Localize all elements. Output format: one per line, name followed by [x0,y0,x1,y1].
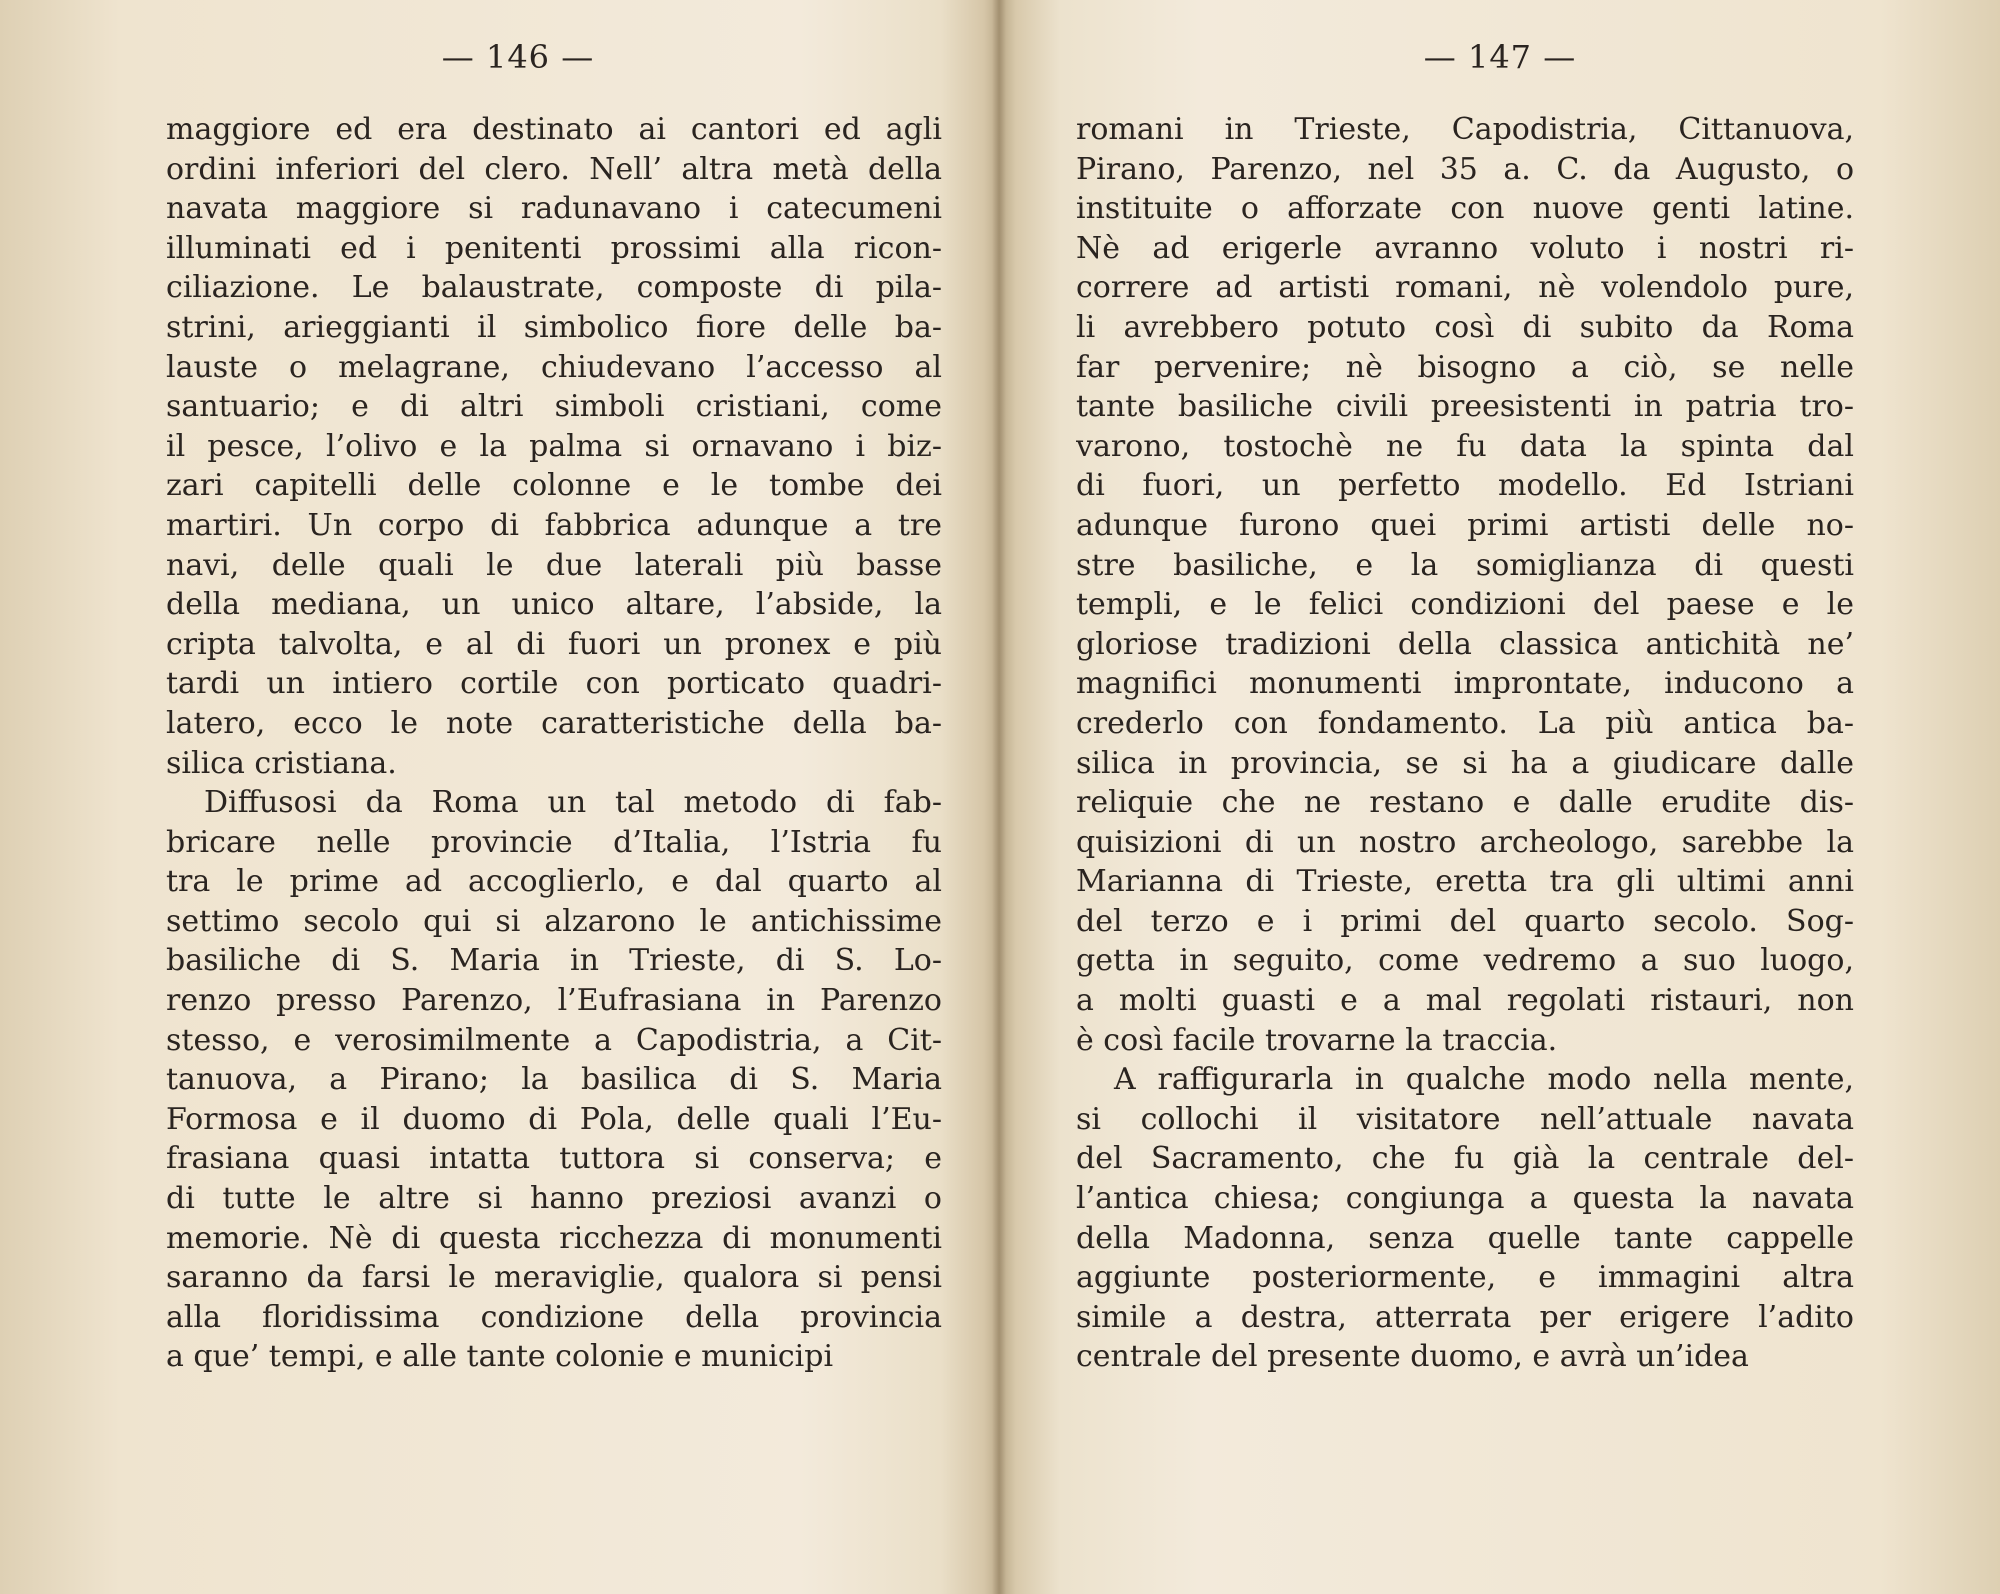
text-line: martiri. Un corpo di fabbrica adunque a tre [166,507,942,543]
text-line: bricare nelle provincie d’Italia, l’Istria fu [166,824,942,860]
text-line: della Madonna, senza quelle tante cappelle [1076,1220,1854,1256]
text-line: tra le prime ad accoglierlo, e dal quarto al [166,864,942,900]
text-line: stre basiliche, e la somiglianza di questi [1076,547,1854,583]
text-line: crederlo con fondamento. La più antica ba- [1076,705,1854,741]
text-line: santuario; e di altri simboli cristiani, come [166,389,942,425]
left-page [0,0,996,1594]
text-line: il pesce, l’olivo e la palma si ornavano i biz- [166,428,942,464]
text-line: Diffusosi da Roma un tal metodo di fab- [204,785,942,821]
text-line: centrale del presente duomo, e avrà un’idea [1076,1339,1749,1375]
text-line: Pirano, Parenzo, nel 35 a. C. da Augusto, o [1076,151,1854,187]
text-line: Formosa e il duomo di Pola, delle quali l’Eu- [166,1101,942,1137]
text-line: tardi un intiero cortile con porticato quadri- [166,666,942,702]
text-line: ciliazione. Le balaustrate, composte di pila- [166,270,942,306]
text-line: strini, arieggianti il simbolico fiore delle ba- [166,309,942,345]
text-line: templi, e le felici condizioni del paese e le [1076,587,1854,623]
text-line: settimo secolo qui si alzarono le antichissime [166,903,942,939]
text-line: romani in Trieste, Capodistria, Cittanuova, [1076,112,1854,147]
text-line: simile a destra, atterrata per erigere l’adito [1076,1299,1854,1335]
text-line: si collochi il visitatore nell’attuale navata [1076,1101,1854,1137]
text-line: quisizioni di un nostro archeologo, sarebbe la [1076,824,1854,860]
text-line: ordini inferiori del clero. Nell’ altra metà della [166,151,942,187]
text-line: a que’ tempi, e alle tante colonie e municipi [166,1339,834,1375]
text-line: memorie. Nè di questa ricchezza di monumenti [166,1220,942,1256]
text-line: reliquie che ne restano e dalle erudite dis- [1076,785,1854,821]
text-line: maggiore ed era destinato ai cantori ed agli [166,112,942,147]
text-line: saranno da farsi le meraviglie, qualora si pensi [166,1260,942,1296]
text-line: magnifici monumenti improntate, inducono a [1076,666,1854,702]
text-line: silica cristiana. [166,745,397,781]
text-line: tante basiliche civili preesistenti in patria tro- [1076,389,1854,425]
text-line: renzo presso Parenzo, l’Eufrasiana in Parenzo [166,983,942,1019]
text-line: illuminati ed i penitenti prossimi alla ricon- [166,230,942,266]
text-line: getta in seguito, come vedremo a suo luogo, [1076,943,1854,979]
right-page-number: — 147 — [1423,38,1577,76]
text-line: frasiana quasi intatta tuttora si conserva; e [166,1141,942,1177]
left-page-number: — 146 — [441,38,595,76]
text-line: adunque furono quei primi artisti delle no- [1076,507,1854,543]
text-line: silica in provincia, se si ha a giudicare dalle [1076,745,1854,781]
text-line: del terzo e i primi del quarto secolo. Sog- [1076,903,1854,939]
text-line: l’antica chiesa; congiunga a questa la navata [1076,1181,1854,1217]
text-line: basiliche di S. Maria in Trieste, di S. Lo- [166,943,942,979]
right-page [1000,0,2000,1594]
text-line: li avrebbero potuto così di subito da Roma [1076,309,1854,345]
text-line: cripta talvolta, e al di fuori un pronex e più [166,626,942,662]
text-line: gloriose tradizioni della classica antichità ne’ [1076,626,1854,662]
text-line: far pervenire; nè bisogno a ciò, se nelle [1076,349,1854,385]
text-line: Nè ad erigerle avranno voluto i nostri ri- [1076,230,1854,266]
text-line: è così facile trovarne la traccia. [1076,1022,1558,1058]
text-line: aggiunte posteriormente, e immagini altra [1076,1260,1854,1296]
text-line: navi, delle quali le due laterali più basse [166,547,942,583]
text-line: alla floridissima condizione della provincia [166,1299,942,1335]
text-line: tanuova, a Pirano; la basilica di S. Maria [166,1062,942,1098]
text-line: di tutte le altre si hanno preziosi avanzi o [166,1181,942,1217]
text-line: lauste o melagrane, chiudevano l’accesso al [166,349,942,385]
text-line: Marianna di Trieste, eretta tra gli ultimi anni [1076,864,1854,900]
text-line: varono, tostochè ne fu data la spinta dal [1076,428,1854,464]
text-line: latero, ecco le note caratteristiche della ba- [166,705,942,741]
left-page-text [166,110,942,1377]
right-page-text [1076,110,1854,1377]
text-line: instituite o afforzate con nuove genti latine. [1076,191,1854,227]
text-line: navata maggiore si radunavano i catecumeni [166,191,942,227]
text-line: a molti guasti e a mal regolati ristauri, non [1076,983,1854,1019]
text-line: di fuori, un perfetto modello. Ed Istriani [1076,468,1854,504]
text-line: della mediana, un unico altare, l’abside, la [166,587,942,623]
text-line: stesso, e verosimilmente a Capodistria, a Cit- [166,1022,942,1058]
text-line: A raffigurarla in qualche modo nella mente, [1114,1062,1854,1098]
text-line: del Sacramento, che fu già la centrale del- [1076,1141,1854,1177]
text-line: correre ad artisti romani, nè volendolo pure, [1076,270,1854,306]
text-line: zari capitelli delle colonne e le tombe dei [166,468,942,504]
